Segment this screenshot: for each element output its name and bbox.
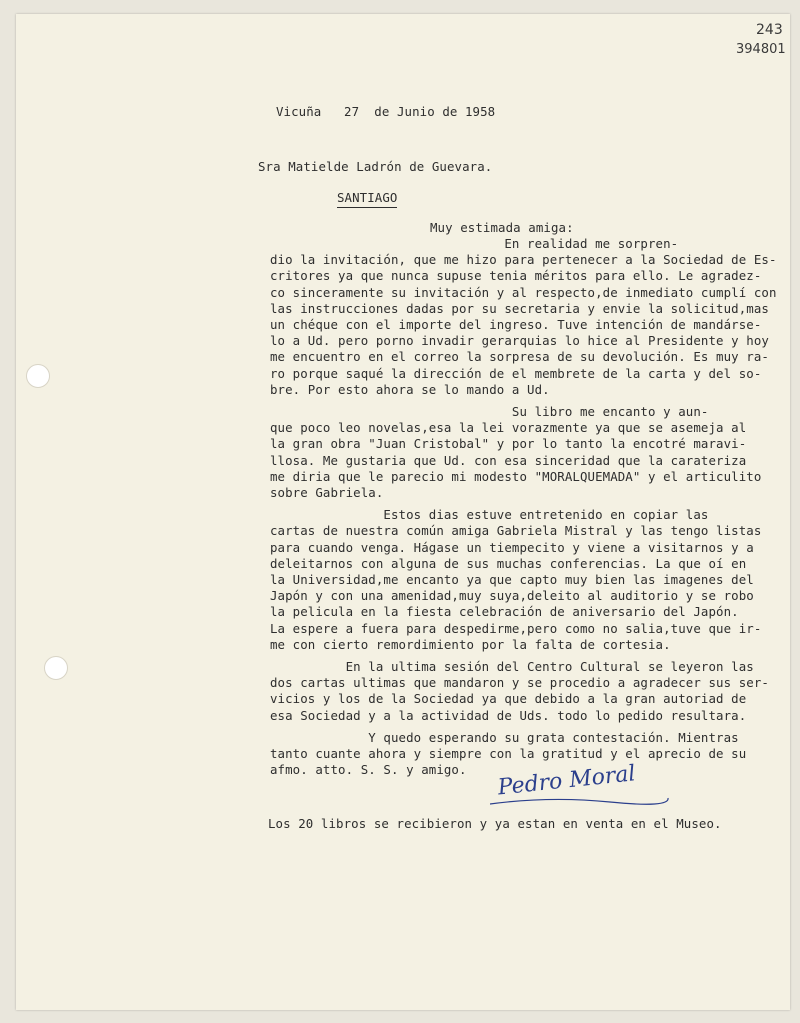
letter-line: dio la invitación, que me hizo para pertenecer a la Sociedad de Es- xyxy=(270,252,777,268)
letter-addressee: Sra Matielde Ladrón de Guevara. xyxy=(258,159,493,174)
archive-reference: 394801 xyxy=(736,42,786,57)
letter-line: Y quedo esperando su grata contestación. Mientras xyxy=(270,729,739,745)
letter-salutation: Muy estimada amiga: xyxy=(430,220,574,235)
letter-line: En realidad me sorpren- xyxy=(270,236,679,251)
letter-line: deleitarnos con alguna de sus muchas conferencias. La que oí en xyxy=(270,555,747,571)
folio-number: 243 xyxy=(756,22,783,38)
letter-line: me con cierto remordimiento por la falta de cortesia. xyxy=(270,636,671,652)
punch-hole xyxy=(26,364,50,388)
signature-flourish xyxy=(490,798,668,804)
letter-line: que poco leo novelas,esa la lei vorazmente ya que se asemeja al xyxy=(270,420,747,436)
letter-line: Japón y con una amenidad,muy suya,deleito al auditorio y se robo xyxy=(270,588,754,604)
letter-line: La espere a fuera para despedirme,pero como no salia,tuve que ir- xyxy=(270,620,762,636)
letter-line: me encuentro en el correo la sorpresa de su devolución. Es muy ra- xyxy=(270,349,769,365)
letter-date: Vicuña 27 de Junio de 1958 xyxy=(276,104,496,119)
letter-line: cartas de nuestra común amiga Gabriela Mistral y las tengo listas xyxy=(270,523,762,539)
letter-line: tanto cuante ahora y siempre con la gratitud y el aprecio de su xyxy=(270,746,747,762)
postscript: Los 20 libros se recibieron y ya estan en venta en el Museo. xyxy=(268,816,722,831)
letter-line: dos cartas ultimas que mandaron y se procedio a agradecer sus ser- xyxy=(270,675,769,691)
letter-body xyxy=(270,236,790,779)
letter-line: Estos dias estuve entretenido en copiar las xyxy=(270,507,709,523)
letter-line: la gran obra "Juan Cristobal" y por lo tanto la encotré maravi- xyxy=(270,436,747,452)
letter-line: lo a Ud. pero porno invadir gerarquias lo hice al Presidente y hoy xyxy=(270,333,769,349)
signature-text: Pedro Moral xyxy=(496,761,637,801)
letter-line: un chéque con el importe del ingreso. Tuve intención de mandárse- xyxy=(270,317,762,333)
letter-line: para cuando venga. Hágase un tiempecito y viene a visitarnos y a xyxy=(270,539,754,555)
punch-hole xyxy=(44,656,68,680)
letter-line: bre. Por esto ahora se lo mando a Ud. xyxy=(270,381,550,397)
letter-line: las instrucciones dadas por su secretaria y envie la solicitud,mas xyxy=(270,300,769,316)
letter-line: esa Sociedad y a la actividad de Uds. todo lo pedido resultara. xyxy=(270,707,747,723)
letter-line: En la ultima sesión del Centro Cultural se leyeron las xyxy=(270,659,754,675)
letter-line: Su libro me encanto y aun- xyxy=(270,404,709,420)
letter-line: la Universidad,me encanto ya que capto muy bien las imagenes del xyxy=(270,572,754,588)
letter-city: SANTIAGO xyxy=(337,190,397,208)
letter-line: sobre Gabriela. xyxy=(270,485,384,501)
letter-line: afmo. atto. S. S. y amigo. xyxy=(270,762,467,778)
signature xyxy=(490,756,670,812)
letter-line: me diria que le parecio mi modesto "MORALQUEMADA" y el articulito xyxy=(270,468,762,484)
letter-line: co sinceramente su invitación y al respecto,de inmediato cumplí con xyxy=(270,284,777,300)
letter-line: la pelicula en la fiesta celebración de aniversario del Japón. xyxy=(270,604,739,620)
letter-line: critores ya que nunca supuse tenia méritos para ello. Le agradez- xyxy=(270,268,762,284)
letter-line: llosa. Me gustaria que Ud. con esa sinceridad que la carateriza xyxy=(270,452,747,468)
letter-line: vicios y los de la Sociedad ya que debido a la gran autoriad de xyxy=(270,691,747,707)
letter-line: ro porque saqué la dirección de el membrete de la carta y del so- xyxy=(270,365,762,381)
